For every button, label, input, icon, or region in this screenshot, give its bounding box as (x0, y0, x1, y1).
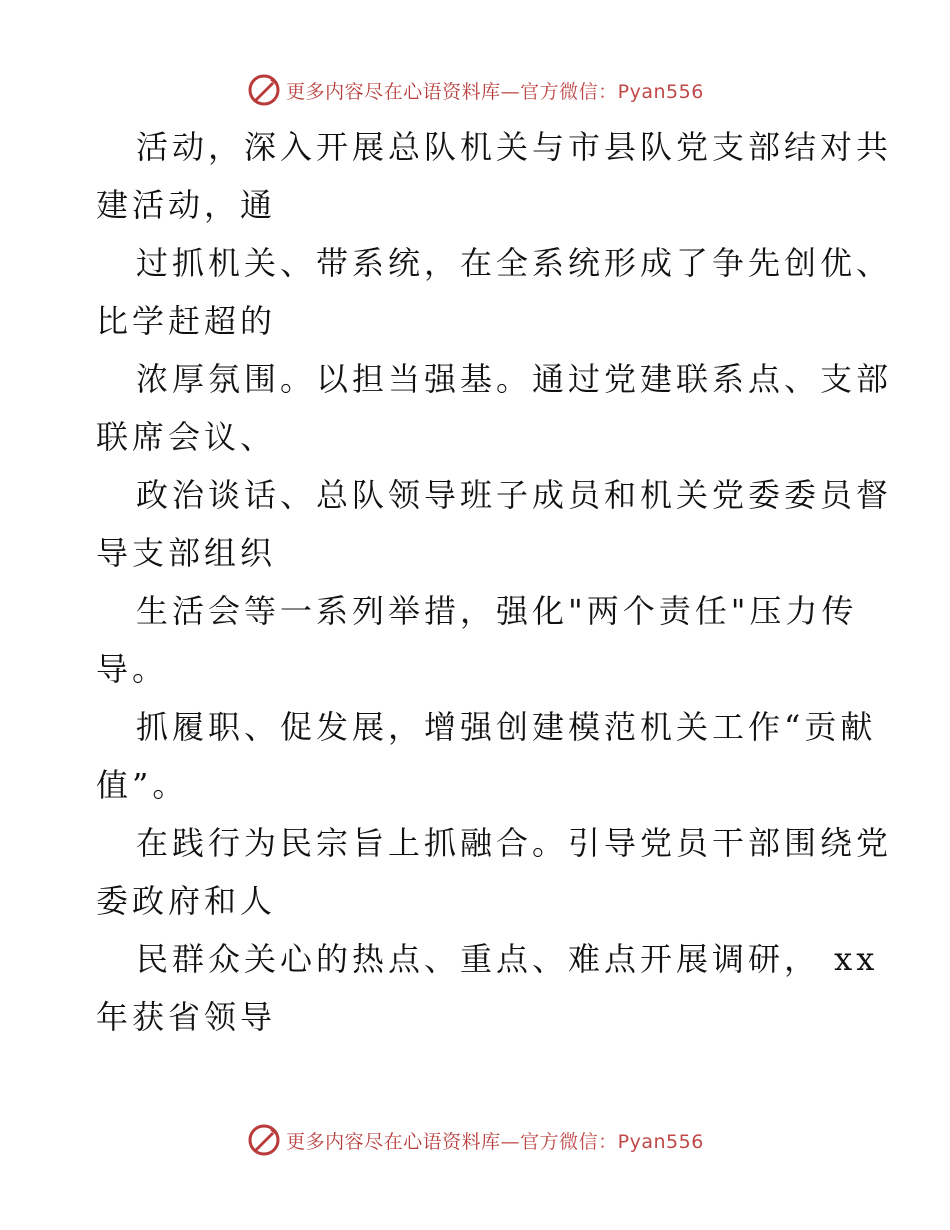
document-body (96, 118, 893, 1046)
footer-watermark (0, 1120, 950, 1160)
watermark-separator: — (500, 1130, 521, 1153)
watermark-text (286, 1127, 704, 1154)
paragraph (96, 234, 893, 350)
paragraph-line: 委政府和人 (96, 882, 277, 920)
watermark-contact: 官方微信：Pyan556 (520, 80, 704, 103)
watermark-separator: — (500, 80, 521, 103)
watermark-main: 更多内容尽在心语资料库 (286, 80, 501, 103)
paragraph (96, 350, 893, 466)
paragraph-line: 导。 (96, 650, 169, 688)
paragraph (96, 930, 879, 1046)
paragraph-line: 过抓机关、带系统，在全系统形成了争先创优、 (136, 244, 893, 282)
paragraph-line: 值”。 (96, 766, 189, 804)
paragraph-line: 建活动，通 (96, 186, 277, 224)
paragraph-line: 导支部组织 (96, 534, 277, 572)
paragraph-line: 活动，深入开展总队机关与市县队党支部结对共 (136, 128, 893, 166)
watermark-main: 更多内容尽在心语资料库 (286, 1130, 501, 1153)
paragraph-line: 生活会等一系列举措，强化"两个责任"压力传 (136, 592, 858, 630)
paragraph-line: 政治谈话、总队领导班子成员和机关党委委员督 (136, 476, 893, 514)
paragraph-line: 年获省领导 (96, 998, 277, 1036)
quill-pen-logo-icon (246, 1122, 282, 1158)
paragraph (96, 118, 893, 234)
paragraph-line: 联席会议、 (96, 418, 277, 456)
watermark-contact: 官方微信：Pyan556 (520, 1130, 704, 1153)
paragraph-line: 浓厚氛围。以担当强基。通过党建联系点、支部 (136, 360, 893, 398)
paragraph (96, 698, 877, 814)
header-watermark (0, 70, 950, 110)
watermark-text (286, 77, 704, 104)
paragraph (96, 466, 893, 582)
paragraph-line: 比学赶超的 (96, 302, 277, 340)
paragraph (96, 582, 856, 698)
paragraph (96, 814, 893, 930)
paragraph-line: 抓履职、促发展，增强创建模范机关工作“贡献 (136, 708, 877, 746)
paragraph-line: 在践行为民宗旨上抓融合。引导党员干部围绕党 (136, 824, 893, 862)
quill-pen-logo-icon (246, 72, 282, 108)
paragraph-line: 民群众关心的热点、重点、难点开展调研， xx (136, 940, 879, 978)
